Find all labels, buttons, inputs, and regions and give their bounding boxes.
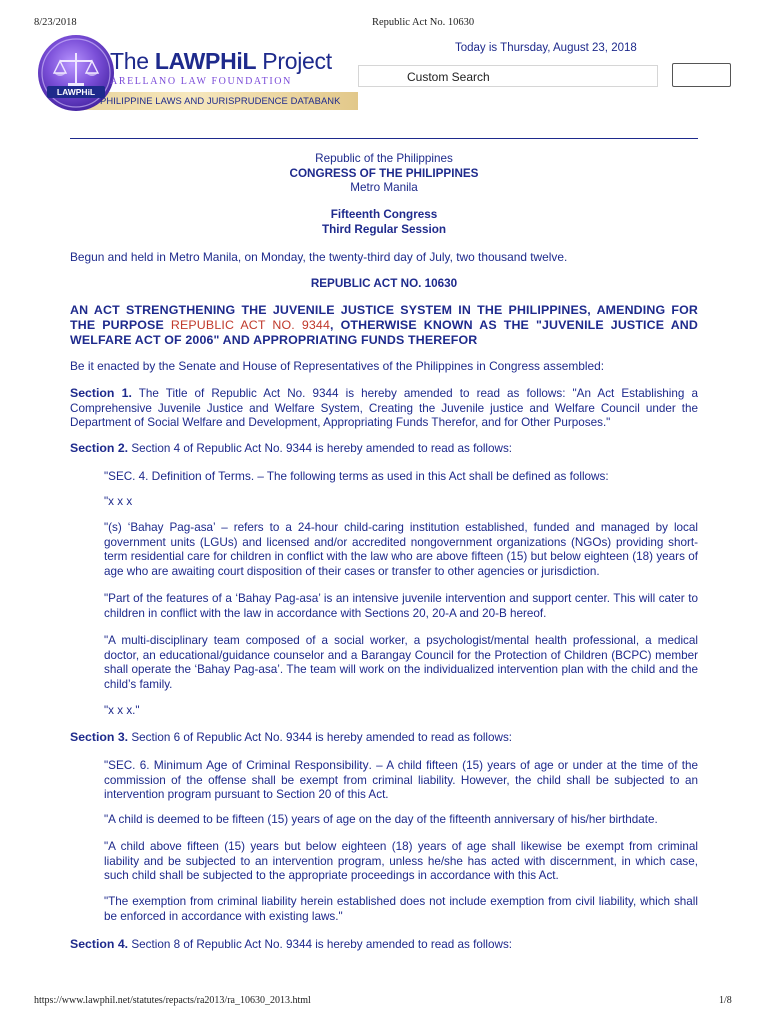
heading-republic: Republic of the Philippines: [315, 152, 453, 165]
print-page-number: 1/8: [719, 995, 732, 1006]
section-1-label: Section 1.: [70, 386, 132, 400]
today-date: Today is Thursday, August 23, 2018: [455, 42, 637, 54]
site-tagline: PHILIPPINE LAWS AND JURISPRUDENCE DATABANK: [100, 95, 341, 106]
session-block: [70, 208, 698, 237]
act-title-part1: AN ACT STRENGTHENING THE JUVENILE JUSTICE SYSTEM IN THE PHILIPPINES, AMENDING FOR THE PURPOSE: [70, 303, 698, 332]
sec6-above-fifteen: "A child above fifteen (15) years but below eighteen (18) years of age shall likewise be exempt from criminal liability and be subjected to an intervention program, unless he/she has acted with discernment, in which case, such child shall be subjected to the appropriate proceedings in accordance with this Act.: [104, 840, 698, 883]
section-4-label: Section 4.: [70, 937, 129, 951]
sec4-bahay-pagasa: "(s) ‘Bahay Pag-asa’ – refers to a 24-hour child-caring institution established, funded and managed by local government units (LGUs) and licensed and/or accredited nongovernment organizations (NGOs) providing short-term residential care for children in conflict with the law who are above fifteen (15) but below eighteen (18) years of age who are awaiting court disposition of their cases or transfer to other agencies or jurisdiction.: [104, 521, 698, 578]
section-1-text: The Title of Republic Act No. 9344 is hereby amended to read as follows: "An Act Establishing a Comprehensive Juvenile Justice and Welfare System, Creating the Juvenile justice and Welfare Council under the Department of Social Welfare and Development, Appropriating Funds Therefor, and for Other Purposes.": [70, 387, 698, 430]
sec6-prefix: "SEC. 6.: [104, 759, 154, 772]
print-url: https://www.lawphil.net/statutes/repacts/ra2013/ra_10630_2013.html: [34, 995, 311, 1006]
sec4-team: "A multi-disciplinary team composed of a social worker, a psychologist/mental health professional, a medical doctor, an educational/guidance counselor and a Barangay Council for the Protection of Children (BCPC) member shall operate the ‘Bahay Pag-asa’. The team will work on the individualized intervention plan with the child and the child’s family.: [104, 634, 698, 691]
section-4: [70, 937, 698, 953]
sec6-civil-liability: "The exemption from criminal liability herein established does not include exemption from civil liability, which shall be enforced in accordance with existing laws.": [104, 895, 698, 923]
section-3-label: Section 3.: [70, 730, 129, 744]
heading-session: Third Regular Session: [321, 222, 447, 236]
print-date: 8/23/2018: [34, 17, 77, 28]
section-2-text: Section 4 of Republic Act No. 9344 is hereby amended to read as follows:: [128, 442, 513, 455]
logo-badge: [47, 86, 105, 98]
section-4-text: Section 8 of Republic Act No. 9344 is hereby amended to read as follows:: [128, 938, 513, 951]
sec4-intro: [104, 469, 698, 485]
act-title: [70, 303, 698, 348]
section-2: [70, 441, 698, 457]
sec6-suffix: . – A child fifteen (15) years of age or under at the time of the commission of the offense shall be exempt from criminal liability. However, the child shall be subjected to an intervention program pursuant to Section 20 of this Act.: [104, 759, 698, 802]
sec4-xxx: "x x x: [104, 495, 133, 508]
logo-badge-text: LAWPHiL: [56, 87, 96, 97]
act-number: REPUBLIC ACT NO. 10630: [310, 277, 458, 290]
sec4-features: "Part of the features of a ‘Bahay Pag-asa’ is an intensive juvenile intervention and support center. This will cater to children in conflict with the law in accordance with Sections 20, 20-A and 20-B hereof.: [104, 592, 698, 620]
section-3: [70, 730, 698, 746]
begun-statement: Begun and held in Metro Manila, on Monday, the twenty-third day of July, two thousand twelve.: [70, 250, 568, 264]
site-title-prefix: The: [110, 48, 155, 74]
heading-congress-number: Fifteenth Congress: [330, 208, 438, 221]
sec6-age-def: "A child is deemed to be fifteen (15) years of age on the day of the fifteenth anniversary of his/her birthdate.: [104, 813, 658, 826]
section-3-text: Section 6 of Republic Act No. 9344 is hereby amended to read as follows:: [128, 731, 513, 744]
search-button[interactable]: [672, 63, 731, 87]
act-title-part2: , OTHERWISE KNOWN AS THE "JUVENILE JUSTICE AND WELFARE ACT OF 2006" AND APPROPRIATING FUNDS THEREFOR: [70, 318, 698, 347]
sec4-term: Definition of Terms: [151, 469, 251, 483]
sec4-suffix: . – The following terms as used in this Act shall be defined as follows:: [250, 470, 609, 483]
site-title-name: LAWPHiL: [154, 48, 257, 74]
sec4-prefix: "SEC. 4.: [104, 470, 152, 483]
sec6-intro: [104, 758, 698, 803]
site-title[interactable]: [110, 48, 332, 75]
site-title-suffix: Project: [256, 48, 332, 74]
foundation-name: ARELLANO LAW FOUNDATION: [110, 76, 292, 87]
heading-city: Metro Manila: [350, 181, 418, 195]
search-input[interactable]: [358, 65, 658, 87]
header-divider: [70, 138, 698, 139]
sec4-end: "x x x.": [104, 704, 140, 717]
sec6-term: Minimum Age of Criminal Responsibility: [153, 758, 369, 772]
print-doc-title: Republic Act No. 10630: [372, 17, 475, 28]
heading-congress: CONGRESS OF THE PHILIPPINES: [289, 166, 479, 180]
enacting-clause: Be it enacted by the Senate and House of Representatives of the Philippines in Congress assembled:: [70, 359, 605, 373]
section-2-label: Section 2.: [70, 441, 129, 455]
search-placeholder: Custom Search: [407, 70, 490, 84]
section-1: [70, 386, 698, 431]
act-title-link[interactable]: REPUBLIC ACT NO. 9344: [170, 318, 331, 332]
heading-block: [70, 152, 698, 196]
